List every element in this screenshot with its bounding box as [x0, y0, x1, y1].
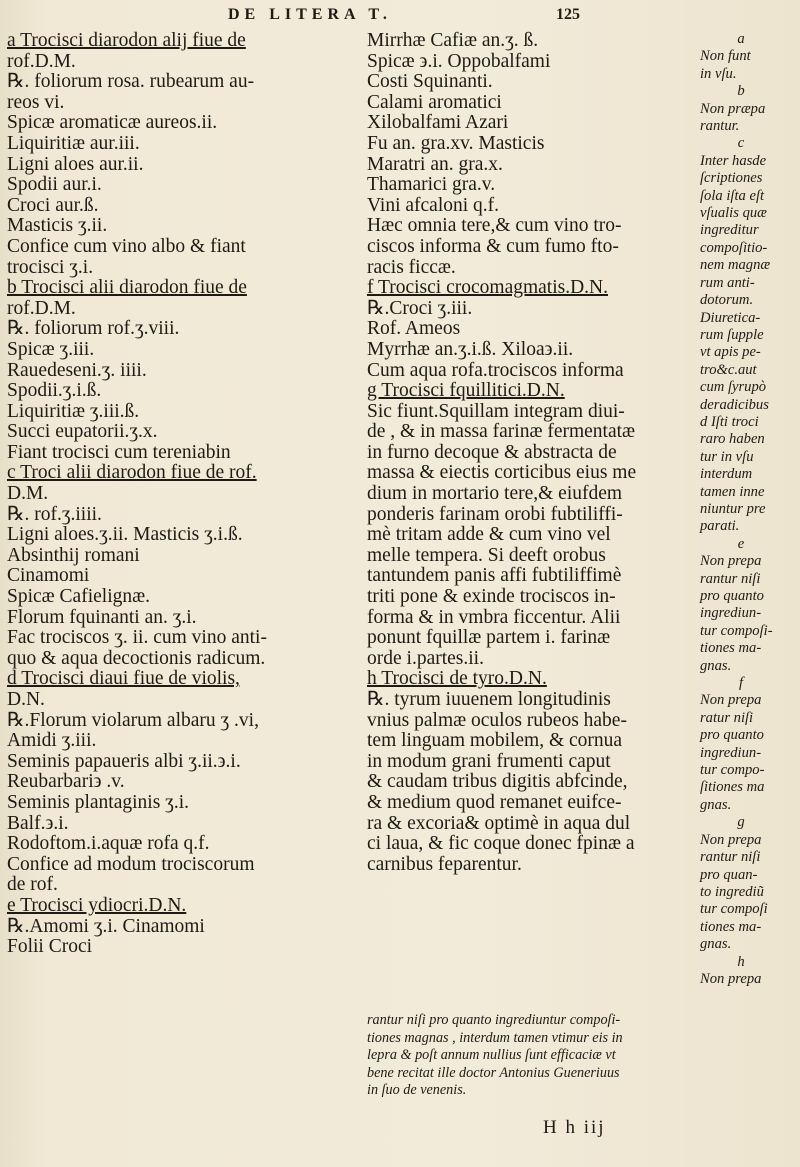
text-line: Amidi ʒ.iii.: [7, 731, 97, 752]
margin-note: tamen inne: [700, 483, 765, 500]
text-line: ponunt fquillæ partem i. farinæ: [367, 628, 611, 649]
text-line: Spicæ ʒ.iii.: [7, 339, 95, 360]
text-line: Costi Squinanti.: [367, 72, 493, 93]
text-line: Spicæ Cafielignæ.: [7, 587, 150, 608]
text-line: Absinthij romani: [7, 545, 140, 566]
margin-note: ſitiones ma: [700, 779, 765, 796]
text-line: & medium quod remanet euifce-: [367, 792, 622, 813]
text-line: racis ficcæ.: [367, 257, 456, 278]
footnote-line: tiones magnas , interdum tamen vtimur eis in: [367, 1029, 623, 1046]
page-number: 125: [556, 6, 580, 23]
text-line: melle tempera. Si deeft orobus: [367, 545, 606, 566]
text-line: dium in mortario tere,& eiufdem: [367, 484, 623, 505]
text-line: Rodoftom.i.aquæ rofa q.f.: [7, 834, 210, 855]
text-line: Rof. Ameos: [367, 319, 461, 340]
margin-note: gnas.: [700, 936, 732, 953]
text-line: rof.D.M.: [7, 51, 76, 72]
text-line: Conficе cum vino albo & fiant: [7, 236, 246, 257]
text-line: Fac trociscos ʒ. ii. cum vino anti-: [7, 628, 267, 649]
running-head: [0, 4, 800, 30]
text-line: c Troci alii diarodon fiue de rof.: [7, 463, 257, 484]
margin-note: deradicibus: [700, 396, 769, 413]
left-column: [7, 31, 359, 958]
text-line: Fiant trocisci cum tereniabin: [7, 442, 231, 463]
margin-note: in vſu.: [700, 65, 737, 82]
text-line: vnius palmæ oculos rubeos habe-: [367, 710, 627, 731]
margin-note: Non præpa: [700, 100, 766, 117]
margin-note: ſola iſta eſt: [700, 187, 765, 204]
text-line: ℞.Croci ʒ.iii.: [367, 298, 473, 319]
margin-note: vſualis quæ: [700, 205, 767, 222]
text-line: in furno decoque & abstracta de: [367, 442, 617, 463]
text-line: D.N.: [7, 690, 45, 710]
text-line: Rauedeseni.ʒ. iiii.: [7, 360, 147, 381]
margin-note: e: [737, 535, 745, 552]
text-line: Spodii aur.i.: [7, 175, 102, 196]
margin-note: b: [737, 83, 745, 100]
margin-note: g: [737, 814, 745, 831]
margin-note: ſcriptiones: [700, 170, 763, 187]
running-head-title: DE LITERA T.: [228, 6, 392, 23]
margin-notes: [700, 31, 792, 988]
text-line: de rof.: [7, 875, 58, 896]
text-line: & caudam tribus digitis abfcinde,: [367, 772, 628, 793]
text-line: carnibus feparentur.: [367, 854, 522, 875]
margin-note: rum ſupple: [700, 326, 764, 343]
text-line: ℞.Florum violarum albaru ʒ .vi,: [7, 710, 259, 731]
text-line: Myrrhæ an.ʒ.i.ß. Xiloa϶.ii.: [367, 339, 574, 360]
text-line: tantundem panis affi fubtiliffimè: [367, 566, 622, 587]
text-line: g Trocisci fquilliticі.D.N.: [367, 381, 565, 402]
text-line: Calami aromatici: [367, 92, 502, 113]
margin-note: rantur niſi: [700, 849, 761, 866]
text-line: tem linguam mobilem, & cornua: [367, 731, 623, 752]
margin-note: parati.: [700, 518, 740, 535]
text-line: Spicæ aromaticæ aureos.ii.: [7, 113, 218, 134]
text-line: Cinamomi: [7, 566, 90, 587]
text-line: massa & eiectis corticibus eius me: [367, 463, 637, 484]
text-line: Sic fiunt.Squillam integram diui-: [367, 401, 625, 422]
text-line: h Trocisci de tyro.D.N.: [367, 669, 547, 690]
footnote-line: bene recitat ille doctor Antonius Gueneriиus: [367, 1064, 620, 1081]
text-line: orde i.partes.ii.: [367, 648, 484, 669]
margin-note: tur compoſi-: [700, 622, 773, 639]
text-line: reos vi.: [7, 92, 65, 113]
text-line: ciscos informa & cum fumo fto-: [367, 236, 619, 257]
text-line: Maratri an. gra.x.: [367, 154, 503, 175]
margin-note: compoſitio-: [700, 239, 768, 256]
margin-note: cum ſyrupò: [700, 379, 767, 396]
margin-note: Non prepa: [700, 553, 762, 570]
margin-note: tur compo-: [700, 762, 765, 779]
text-line: ℞.Amomi ʒ.i. Cinamomi: [7, 916, 205, 937]
margin-note: h: [737, 953, 745, 970]
margin-note: tro&c.aut: [700, 361, 757, 378]
text-line: d Trocisci diaui fiue de violis,: [7, 669, 240, 690]
margin-note: tur in vſu: [700, 448, 754, 465]
signature-mark: H h iij: [543, 1117, 606, 1138]
text-line: Balf.϶.i.: [7, 813, 69, 834]
margin-note: Non prepa: [700, 692, 762, 709]
text-line: ℞. foliorum rosa. rubearum au-: [7, 72, 255, 93]
text-line: rof.D.M.: [7, 298, 76, 319]
margin-note: dotorum.: [700, 292, 754, 309]
margin-note: rum anti-: [700, 274, 755, 291]
text-line: trocisci ʒ.i.: [7, 257, 94, 278]
margin-note: interdum: [700, 466, 753, 483]
text-line: triti pone & exinde trociscos in-: [367, 587, 616, 608]
margin-note: to ingrediũ: [700, 883, 764, 900]
margin-note: niuntur pre: [700, 500, 766, 517]
margin-note: pro quanto: [700, 588, 764, 604]
text-line: Hæc omnia tere,& cum vino tro-: [367, 216, 622, 237]
margin-note: ingreditur: [700, 222, 759, 239]
footnote: [367, 1012, 692, 1100]
margin-note: tiones ma-: [700, 640, 762, 657]
text-line: mè tritam adde & cum vino vel: [367, 525, 611, 546]
text-line: Mirrhæ Cafiæ an.ʒ. ß.: [367, 31, 539, 51]
margin-note: nem magnæ: [700, 257, 771, 274]
text-line: Xilobalfami Azari: [367, 113, 509, 134]
text-line: Florum fquinanti an. ʒ.i.: [7, 607, 197, 628]
margin-note: pro quan-: [700, 866, 758, 883]
text-line: D.M.: [7, 484, 49, 505]
text-line: Masticis ʒ.ii.: [7, 216, 108, 237]
margin-note: d Iſti troci: [700, 413, 759, 430]
text-line: Croci aur.ß.: [7, 195, 99, 216]
text-line: Cum aqua rofa.trociscos informa: [367, 360, 624, 381]
text-line: a Trocisci diarodon alij fiue de: [7, 31, 246, 51]
margin-note: ingrediun-: [700, 605, 762, 622]
margin-note: Non prepa: [700, 831, 762, 848]
footnote-line: lepra & poſt annum nullius ſunt efficaciæ vt: [367, 1047, 616, 1064]
footnote-line: rantur niſi pro quanto ingrediuntur compoſi-: [367, 1012, 621, 1028]
margin-note: c: [737, 135, 745, 152]
margin-note: gnas.: [700, 796, 732, 813]
text-line: Seminis papaueris albi ʒ.ii.϶.i.: [7, 751, 241, 772]
margin-note: pro quanto: [700, 727, 764, 744]
text-line: e Trocisci ydiocri.D.N.: [7, 895, 187, 916]
text-line: Spicæ ϶.i. Oppobalfami: [367, 51, 551, 72]
text-line: Thamarici gra.v.: [367, 175, 496, 196]
margin-note: a: [737, 31, 745, 47]
text-line: Vini afcaloni q.f.: [367, 195, 500, 216]
text-line: ra & excoria& optimè in aqua dul: [367, 813, 631, 834]
margin-note: Non prepa: [700, 970, 762, 987]
margin-note: rantur niſi: [700, 570, 761, 587]
text-line: b Trocisci alii diarodon fiue de: [7, 278, 247, 299]
text-line: ℞. foliorum rof.ʒ.viii.: [7, 319, 180, 340]
margin-note: rantur.: [700, 118, 740, 135]
text-line: Liquiritiæ ʒ.iii.ß.: [7, 401, 140, 422]
margin-note: Diuretica-: [700, 309, 761, 326]
text-line: quo & aqua decoctionis radicum.: [7, 648, 266, 669]
text-line: Spodii.ʒ.i.ß.: [7, 381, 102, 402]
text-line: forma & in vmbra ficcentur. Alii: [367, 607, 621, 628]
footnote-line: in ſuo de venenis.: [367, 1082, 467, 1099]
margin-note: f: [738, 675, 744, 692]
margin-note: ingrediun-: [700, 744, 762, 761]
text-line: Fu an. gra.xv. Masticis: [367, 133, 545, 154]
text-line: ℞. rof.ʒ.iiii.: [7, 504, 102, 525]
margin-note: tur compoſi: [700, 901, 768, 918]
text-line: Conficе ad modum trociscorum: [7, 854, 255, 875]
margin-note: Non funt: [700, 48, 751, 65]
margin-note: tiones ma-: [700, 918, 762, 935]
text-line: ponderis farinam orobi fubtiliffi-: [367, 504, 623, 525]
text-line: Liquiritiæ aur.iii.: [7, 133, 140, 154]
margin-note: ratur niſi: [700, 709, 754, 726]
margin-note: raro haben: [700, 431, 765, 448]
text-line: Folii Croci: [7, 937, 93, 958]
text-line: Ligni aloes aur.ii.: [7, 154, 144, 175]
margin-note: Inter hasde: [700, 152, 767, 169]
text-line: f Trocisci crocomagmatis.D.N.: [367, 278, 609, 299]
text-line: ci laua, & fic coque donec fpinæ a: [367, 834, 635, 855]
text-line: Succi eupatorii.ʒ.x.: [7, 422, 158, 443]
text-line: in modum grani frumenti caput: [367, 751, 611, 772]
text-line: Seminis plantaginis ʒ.i.: [7, 792, 189, 813]
margin-note: gnas.: [700, 657, 732, 674]
text-line: ℞. tyrum iuuenem longitudinis: [367, 690, 611, 710]
text-line: de , & in massa farinæ fermentatæ: [367, 422, 636, 443]
text-line: Reubarbari϶ .v.: [7, 772, 125, 793]
middle-column: [367, 31, 692, 875]
text-line: Ligni aloes.ʒ.ii. Masticis ʒ.i.ß.: [7, 525, 243, 546]
margin-note: vt apis pe-: [700, 344, 761, 361]
